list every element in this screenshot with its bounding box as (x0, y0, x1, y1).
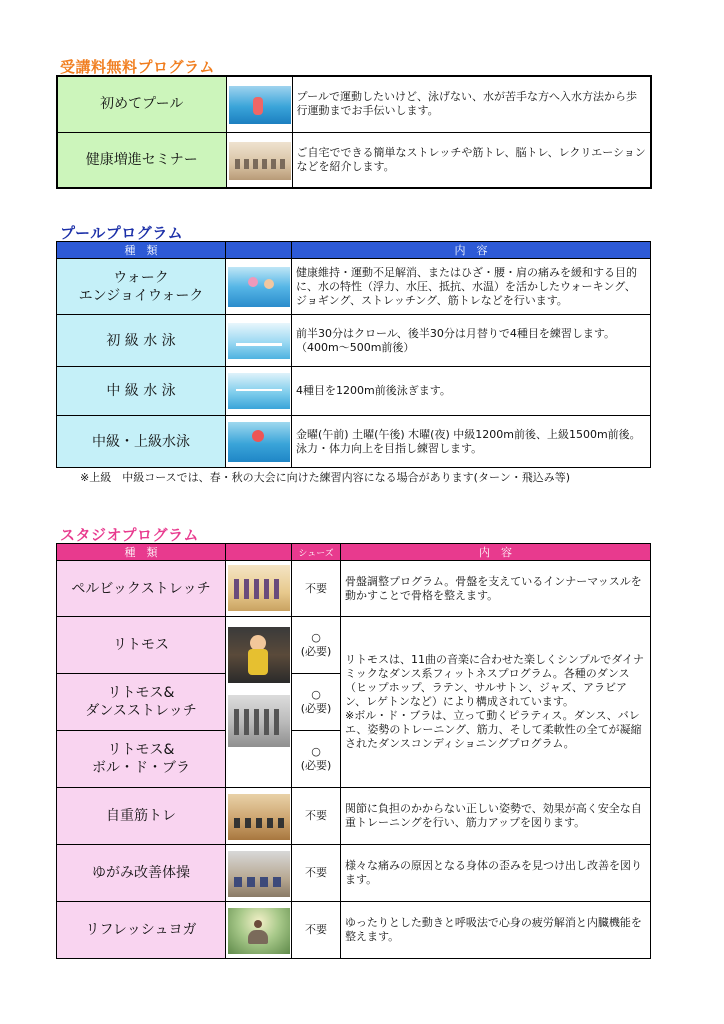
walk-photo (226, 259, 292, 315)
program-description: 金曜(午前) 土曜(午後) 木曜(夜) 中級1200m前後、上級1500m前後。泳力・体力向上を目指し練習します。 (292, 416, 651, 468)
ritmos-photo (226, 617, 292, 788)
table-row (57, 561, 651, 617)
program-description: ご自宅でできる簡単なストレッチや筋トレ、脳トレ、レクリエーションなどを紹介します。 (292, 132, 651, 188)
program-name: 中級・上級水泳 (57, 416, 226, 468)
shoes-required: 不要 (292, 902, 341, 959)
pelvic-stretch-photo (226, 561, 292, 617)
studio-program-table (56, 543, 651, 959)
header-image (226, 544, 292, 561)
program-name: リフレッシュヨガ (57, 902, 226, 959)
table-row (57, 367, 651, 416)
program-name: 初めてプール (57, 76, 226, 132)
pool-note: ※上級 中級コースでは、春・秋の大会に向けた練習内容になる場合があります(ターン・飛込み等) (80, 471, 571, 484)
program-description: 4種目を1200m前後泳ぎます。 (292, 367, 651, 416)
shoes-required: 不要 (292, 845, 341, 902)
program-name: ウォーク エンジョイウォーク (57, 259, 226, 315)
program-name: ペルビックストレッチ (57, 561, 226, 617)
program-name: リトモス& ダンスストレッチ (57, 674, 226, 731)
shoes-required: ○ (必要) (292, 617, 341, 674)
seminar-photo (226, 132, 292, 188)
bodyweight-training-photo (226, 788, 292, 845)
advanced-swim-photo (226, 416, 292, 468)
table-row (57, 845, 651, 902)
studio-section-title: スタジオプログラム (60, 526, 199, 544)
program-description: 関節に負担のかからない正しい姿勢で、効果が高く安全な自重トレーニングを行い、筋力アップを図ります。 (341, 788, 651, 845)
header-image (226, 242, 292, 259)
pool-table-header (57, 242, 651, 259)
shoes-required: 不要 (292, 788, 341, 845)
pool-photo (226, 76, 292, 132)
shoes-required: ○ (必要) (292, 731, 341, 788)
posture-exercise-photo (226, 845, 292, 902)
intermediate-swim-photo (226, 367, 292, 416)
program-name: ゆがみ改善体操 (57, 845, 226, 902)
program-name: リトモス (57, 617, 226, 674)
program-description: 骨盤調整プログラム。骨盤を支えているインナーマッスルを動かすことで骨格を整えます。 (341, 561, 651, 617)
free-program-table (56, 75, 652, 189)
program-description: ゆったりとした動きと呼吸法で心身の疲労解消と内臓機能を整えます。 (341, 902, 651, 959)
program-description: 前半30分はクロール、後半30分は月替りで4種目を練習します。（400m〜500m前後） (292, 315, 651, 367)
table-row (57, 315, 651, 367)
table-row (57, 902, 651, 959)
pool-section-title: プールプログラム (60, 224, 184, 242)
header-content: 内 容 (292, 242, 651, 259)
studio-table-header (57, 544, 651, 561)
shoes-required: ○ (必要) (292, 674, 341, 731)
program-description: プールで運動したいけど、泳げない、水が苦手な方へ入水方法から歩行運動までお手伝いします。 (292, 76, 651, 132)
free-section-title: 受講料無料プログラム (60, 58, 215, 76)
table-row (57, 788, 651, 845)
header-content: 内 容 (341, 544, 651, 561)
table-row (57, 617, 651, 674)
table-row (57, 132, 651, 188)
program-name: 自重筋トレ (57, 788, 226, 845)
program-name: 初 級 水 泳 (57, 315, 226, 367)
header-type: 種 類 (57, 242, 226, 259)
header-type: 種 類 (57, 544, 226, 561)
program-description: 様々な痛みの原因となる身体の歪みを見つけ出し改善を図ります。 (341, 845, 651, 902)
table-row (57, 259, 651, 315)
pool-program-table (56, 241, 651, 468)
program-name: 健康増進セミナー (57, 132, 226, 188)
yoga-photo (226, 902, 292, 959)
shoes-required: 不要 (292, 561, 341, 617)
program-name: リトモス& ボル・ド・ブラ (57, 731, 226, 788)
table-row (57, 416, 651, 468)
ritmos-description: リトモスは、11曲の音楽に合わせた楽しくシンプルでダイナミックなダンス系フィットネスプログラム。各種のダンス（ヒップホップ、ラテン、サルサトン、ジャズ、アラビアン、レゲトンなど）により構成されています。 ※ボル・ド・ブラは、立って動くピラティス。ダンス、バレエ、姿勢のトレーニング、筋力、そして柔軟性の全てが凝縮されたダンスコンディショニングプログラム。 (341, 617, 651, 788)
beginner-swim-photo (226, 315, 292, 367)
header-shoes: シューズ (292, 544, 341, 561)
program-description: 健康維持・運動不足解消、またはひざ・腰・肩の痛みを緩和する目的に、水の特性（浮力、水圧、抵抗、水温）を活かしたウォーキング、ジョギング、ストレッチング、筋トレなどを行います。 (292, 259, 651, 315)
table-row (57, 76, 651, 132)
program-name: 中 級 水 泳 (57, 367, 226, 416)
